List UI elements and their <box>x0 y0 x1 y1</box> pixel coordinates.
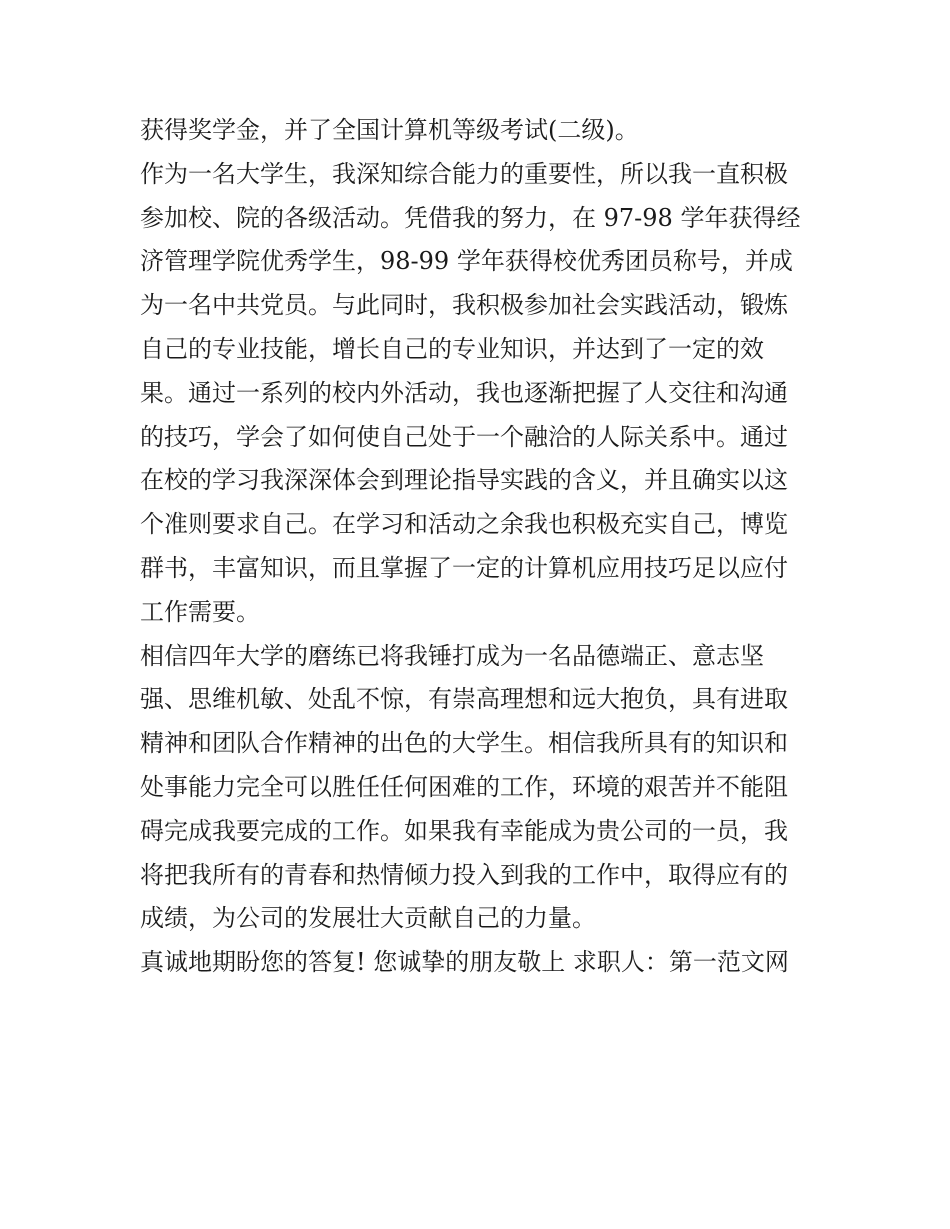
text-line: 相信四年大学的磨练已将我锤打成为一名品德端正、意志坚 <box>140 641 764 670</box>
text-line: 的技巧，学会了如何使自己处于一个融洽的人际关系中。通过 <box>140 422 788 451</box>
text-line: 个准则要求自己。在学习和活动之余我也积极充实自己，博览 <box>140 510 788 539</box>
text-line: 碍完成我要完成的工作。如果我有幸能成为贵公司的一员，我 <box>140 816 788 845</box>
text-line: 群书，丰富知识，而且掌握了一定的计算机应用技巧足以应付 <box>140 553 788 582</box>
text-line: 参加校、院的各级活动。凭借我的努力，在 97-98 学年获得经 <box>140 203 801 232</box>
text-line: 成绩，为公司的发展壮大贡献自己的力量。 <box>140 904 596 933</box>
text-line: 处事能力完全可以胜任任何困难的工作，环境的艰苦并不能阻 <box>140 772 788 801</box>
text-line: 强、思维机敏、处乱不惊，有崇高理想和远大抱负，具有进取 <box>140 685 788 714</box>
text-line: 自己的专业技能，增长自己的专业知识，并达到了一定的效 <box>140 334 764 363</box>
text-line: 为一名中共党员。与此同时，我积极参加社会实践活动，锻炼 <box>140 291 788 320</box>
text-line: 精神和团队合作精神的出色的大学生。相信我所具有的知识和 <box>140 729 788 758</box>
text-line: 获得奖学金，并了全国计算机等级考试(二级)。 <box>140 116 639 144</box>
text-line: 作为一名大学生，我深知综合能力的重要性，所以我一直积极 <box>140 159 788 188</box>
text-line: 真诚地期盼您的答复! 您诚挚的朋友敬上 求职人：第一范文网 <box>140 948 789 977</box>
text-line: 将把我所有的青春和热情倾力投入到我的工作中，取得应有的 <box>140 860 788 889</box>
text-line: 工作需要。 <box>140 597 260 626</box>
text-line: 果。通过一系列的校内外活动，我也逐渐把握了人交往和沟通 <box>140 378 788 407</box>
text-line: 在校的学习我深深体会到理论指导实践的含义，并且确实以这 <box>140 466 788 495</box>
text-line: 济管理学院优秀学生，98-99 学年获得校优秀团员称号，并成 <box>140 247 793 276</box>
body-text <box>140 109 820 985</box>
